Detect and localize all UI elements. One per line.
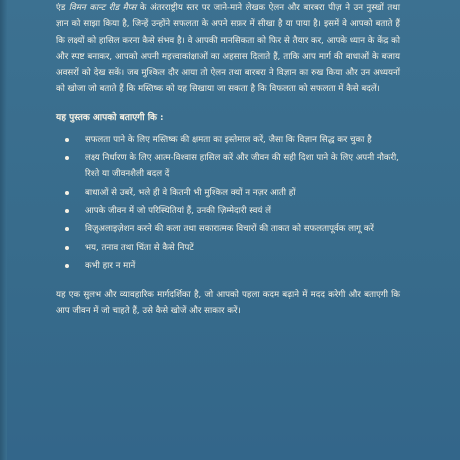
list-item	[56, 221, 400, 237]
intro-paragraph	[56, 0, 400, 98]
bullet-icon	[65, 264, 69, 268]
book-title-reference: विमन कान्ट रीड मैप्स	[68, 3, 137, 13]
bullet-icon	[65, 138, 69, 142]
bullet-icon	[65, 191, 69, 195]
list-item	[56, 132, 400, 148]
intro-prefix: एंड	[56, 3, 69, 13]
list-item-text: सफलता पाने के लिए मस्तिष्क की क्षमता का इस्तेमाल करें, जैसा कि विज्ञान सिद्ध कर चुका है	[85, 134, 372, 145]
bullet-icon	[65, 156, 69, 160]
bullet-icon	[65, 209, 69, 213]
list-item	[56, 203, 400, 219]
bullet-icon	[65, 227, 69, 231]
list-item-text: भय, तनाव तथा चिंता से कैसे निपटें	[85, 242, 194, 253]
blurb-text-block	[56, 0, 400, 320]
list-item-text: लक्ष्य निर्धारण के लिए आत्म-विश्वास हासिल करें और जीवन की सही दिशा पाने के लिए अपनी नौकरी, रिश्ते या जीवनशैली बदल दें	[85, 153, 399, 180]
list-item-text: आपके जीवन में जो परिस्थितियां हैं, उनकी ज़िम्मेदारी स्वयं लें	[85, 205, 271, 216]
list-item	[56, 258, 400, 274]
list-item	[56, 150, 400, 183]
intro-body: के अंतरराष्ट्रीय स्तर पर जाने-माने लेखक ऐलन और बारबरा पीज़ ने उन नुस्खों तथा ज्ञान को साझा किया है, जिन्हें उन्होंने सफलता के अपने सफ़र में सीखा है या पाया है। इसमें वे आपको बताते हैं कि लक्ष्यों को हासिल करना कैसे संभव है। वे आपकी मानसिकता को फिर से तैयार कर, आपके ध्यान के केंद्र को और स्पष्ट बनाकर, आपको अपनी महत्त्वाकांक्षाओं का अहसास दिलाते हैं, ताकि आप मार्ग की बाधाओं के बजाय अवसरों को देख सकें। जब मुश्किल दौर आया तो ऐलन तथा बारबरा ने विज्ञान का रुख किया और उन अध्ययनों को खोजा जो बताते हैं कि मस्तिष्क को यह सिखाया जा सकता है कि विफलता को सफलता में कैसे बदलें।	[56, 3, 400, 95]
list-item-text: विज़ुअलाइज़ेशन करने की कला तथा सकारात्मक विचारों की ताकत को सफलतापूर्वक लागू करें	[85, 224, 374, 235]
list-item	[56, 240, 400, 256]
bullet-icon	[65, 246, 69, 250]
closing-paragraph: यह एक सुलभ और व्यावहारिक मार्गदर्शिका है, जो आपको पहला कदम बढ़ाने में मदद करेगी और बताएगी कि आप जीवन में जो चाहते हैं, उसे कैसे खोजें और साकार करें।	[56, 290, 400, 317]
list-item-text: कभी हार न मानें	[85, 260, 136, 271]
list-heading: यह पुस्तक आपको बताएगी कि :	[56, 112, 164, 123]
cover-spine-edge	[0, 0, 7, 460]
benefit-list	[56, 132, 400, 274]
list-item	[56, 185, 400, 201]
list-item-text: बाधाओं से उबरें, भले ही वे कितनी भी मुश्किल क्यों न नज़र आती हों	[85, 187, 296, 198]
